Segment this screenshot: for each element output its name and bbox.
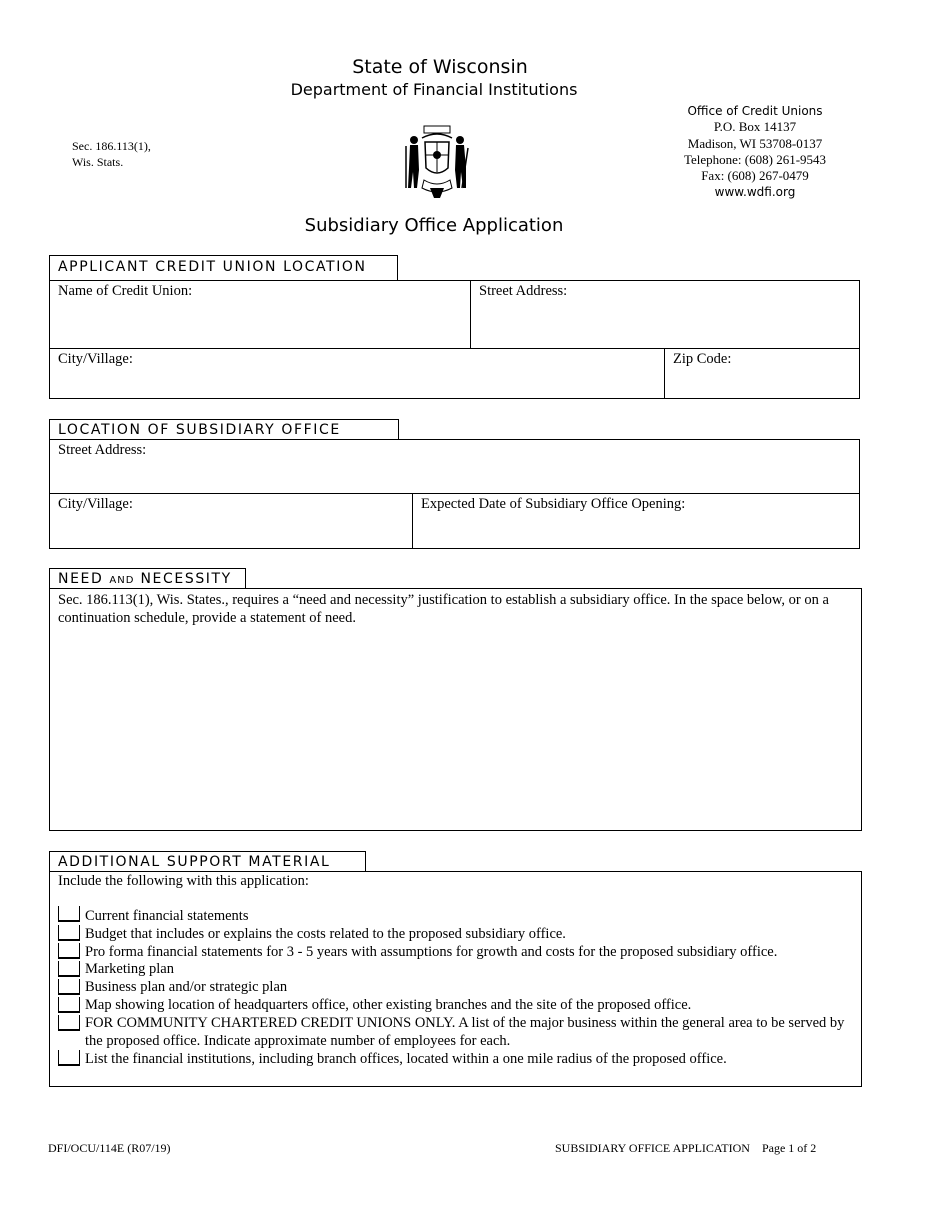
statute-line2: Wis. Stats. bbox=[72, 155, 124, 169]
subsidiary-street-label: Street Address: bbox=[58, 442, 147, 458]
checkbox-marketing-plan[interactable] bbox=[58, 961, 80, 977]
support-item: Current financial statements bbox=[85, 908, 249, 924]
support-item: Marketing plan bbox=[85, 961, 174, 977]
department-title: Department of Financial Institutions bbox=[290, 80, 578, 99]
checkbox-location-map[interactable] bbox=[58, 997, 80, 1013]
applicant-city-label: City/Village: bbox=[58, 351, 133, 367]
footer-page-info bbox=[555, 1141, 816, 1156]
office-city: Madison, WI 53708-0137 bbox=[687, 135, 823, 151]
applicant-street-field[interactable] bbox=[471, 281, 859, 349]
page-number: Page 1 of 2 bbox=[761, 1141, 817, 1155]
subsidiary-city-label: City/Village: bbox=[58, 496, 133, 512]
support-item: List the financial institutions, including branch offices, located within a one mile radius of the proposed office. bbox=[85, 1051, 727, 1067]
support-item: Business plan and/or strategic plan bbox=[85, 979, 288, 995]
support-item: Pro forma financial statements for 3 - 5 years with assumptions for growth and costs for the proposed subsidiary office. bbox=[85, 944, 778, 960]
subsidiary-city-field[interactable] bbox=[50, 494, 413, 548]
checkbox-pro-forma[interactable] bbox=[58, 943, 80, 959]
applicant-city-field[interactable] bbox=[50, 349, 665, 398]
credit-union-name-label: Name of Credit Union: bbox=[58, 283, 193, 299]
office-po-box: P.O. Box 14137 bbox=[713, 119, 797, 135]
checkbox-financial-institutions-list[interactable] bbox=[58, 1050, 80, 1066]
applicant-section-title: APPLICANT CREDIT UNION LOCATION bbox=[49, 255, 398, 281]
support-item: Budget that includes or explains the costs related to the proposed subsidiary office. bbox=[85, 926, 566, 942]
credit-union-name-field[interactable] bbox=[50, 281, 471, 349]
office-website[interactable]: www.wdfi.org bbox=[714, 185, 796, 200]
need-instructions: Sec. 186.113(1), Wis. States., requires a “need and necessity” justification to establish a subsidiary office. In the space below, or on a continuation schedule, provide a statement of need. bbox=[58, 592, 829, 626]
support-intro: Include the following with this application: bbox=[58, 873, 309, 889]
checkbox-budget[interactable] bbox=[58, 925, 80, 941]
office-telephone: Telephone: (608) 261-9543 bbox=[683, 151, 827, 167]
opening-date-label: Expected Date of Subsidiary Office Opening: bbox=[421, 496, 686, 512]
office-name: Office of Credit Unions bbox=[687, 104, 823, 118]
form-number: DFI/OCU/114E (R07/19) bbox=[48, 1141, 171, 1155]
need-title-b: NECESSITY bbox=[134, 571, 232, 587]
checkbox-community-business-list[interactable] bbox=[58, 1015, 80, 1031]
need-title-and: AND bbox=[109, 575, 135, 586]
checkbox-business-plan[interactable] bbox=[58, 979, 80, 995]
need-statement-box[interactable] bbox=[49, 588, 862, 831]
applicant-zip-label: Zip Code: bbox=[673, 351, 732, 367]
support-item: Map showing location of headquarters office, other existing branches and the site of the proposed office. bbox=[85, 997, 692, 1013]
need-title-a: NEED bbox=[58, 571, 110, 587]
form-title: Subsidiary Office Application bbox=[304, 215, 564, 236]
office-contact bbox=[660, 103, 850, 201]
support-item: FOR COMMUNITY CHARTERED CREDIT UNIONS ONLY. A list of the major business within the general area to be served by the proposed office. Indicate approximate number of employees for each. bbox=[85, 1015, 845, 1049]
statute-reference bbox=[72, 138, 151, 170]
support-section-title: ADDITIONAL SUPPORT MATERIAL bbox=[49, 851, 366, 872]
office-fax: Fax: (608) 267-0479 bbox=[701, 168, 809, 184]
subsidiary-section-box bbox=[49, 439, 860, 549]
need-section-title bbox=[49, 568, 246, 589]
statute-line1: Sec. 186.113(1), bbox=[72, 139, 151, 153]
subsidiary-section-title: LOCATION OF SUBSIDIARY OFFICE bbox=[49, 419, 399, 440]
wisconsin-seal-icon bbox=[402, 124, 472, 200]
checkbox-financial-statements[interactable] bbox=[58, 906, 80, 922]
subsidiary-street-field[interactable] bbox=[50, 440, 859, 494]
applicant-section-box bbox=[49, 280, 860, 399]
opening-date-field[interactable] bbox=[413, 494, 859, 548]
footer-form-name: SUBSIDIARY OFFICE APPLICATION bbox=[555, 1141, 750, 1155]
applicant-street-label: Street Address: bbox=[479, 283, 568, 299]
applicant-zip-field[interactable] bbox=[665, 349, 859, 398]
state-title: State of Wisconsin bbox=[352, 56, 528, 78]
